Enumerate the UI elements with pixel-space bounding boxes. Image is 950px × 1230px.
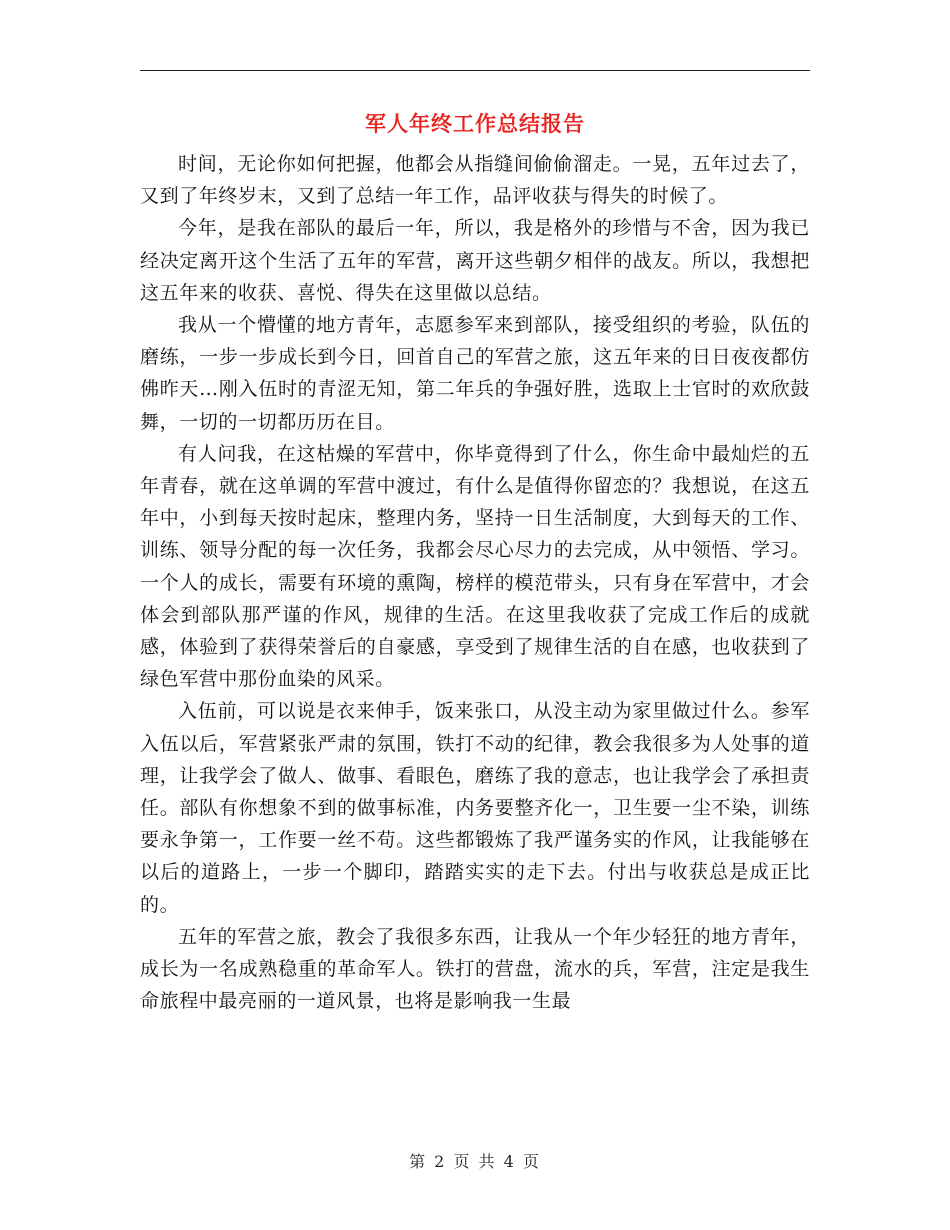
document-title: 军人年终工作总结报告 [365,111,585,136]
page-number-footer: 第 2 页 共 4 页 [409,1152,541,1171]
paragraph-6: 五年的军营之旅，教会了我很多东西，让我从一个年少轻狂的地方青年，成长为一名成熟稳重的革命军人。铁打的营盘，流水的兵，军营，注定是我生命旅程中最亮丽的一道风景，也将是影响我一生最 [140,925,810,1013]
paragraph-2: 今年，是我在部队的最后一年，所以，我是格外的珍惜与不舍，因为我已经决定离开这个生活了五年的军营，离开这些朝夕相伴的战友。所以，我想把这五年来的收获、喜悦、得失在这里做以总结。 [140,217,810,304]
paragraph-1: 时间，无论你如何把握，他都会从指缝间偷偷溜走。一晃，五年过去了，又到了年终岁末，又到了总结一年工作，品评收获与得失的时候了。 [140,153,810,208]
paragraph-4: 有人问我，在这枯燥的军营中，你毕竟得到了什么，你生命中最灿烂的五年青春，就在这单调的军营中渡过，有什么是值得你留恋的？我想说，在这五年中，小到每天按时起床，整理内务，坚持一日生活制度，大到每天的工作、训练、领导分配的每一次任务，我都会尽心尽力的去完成，从中领悟、学习。一个人的成长，需要有环境的熏陶，榜样的模范带头，只有身在军营中，才会体会到部队那严谨的作风，规律的生活。在这里我收获了完成工作后的成就感，体验到了获得荣誉后的自豪感，享受到了规律生活的自在感，也收获到了绿色军营中那份血染的风采。 [140,442,810,691]
header-rule [140,70,810,71]
document-body [140,148,810,1017]
paragraph-3: 我从一个懵懂的地方青年，志愿参军来到部队，接受组织的考验，队伍的磨练，一步一步成长到今日，回首自己的军营之旅，这五年来的日日夜夜都仿佛昨天…刚入伍时的青涩无知，第二年兵的争强好胜，选取上士官时的欢欣鼓舞，一切的一切都历历在目。 [140,314,810,433]
paragraph-5: 入伍前，可以说是衣来伸手，饭来张口，从没主动为家里做过什么。参军入伍以后，军营紧张严肃的氛围，铁打不动的纪律，教会我很多为人处事的道理，让我学会了做人、做事、看眼色，磨练了我的意志，也让我学会了承担责任。部队有你想象不到的做事标准，内务要整齐化一，卫生要一尘不染，训练要永争第一，工作要一丝不苟。这些都锻炼了我严谨务实的作风，让我能够在以后的道路上，一步一个脚印，踏踏实实的走下去。付出与收获总是成正比的。 [140,700,810,916]
